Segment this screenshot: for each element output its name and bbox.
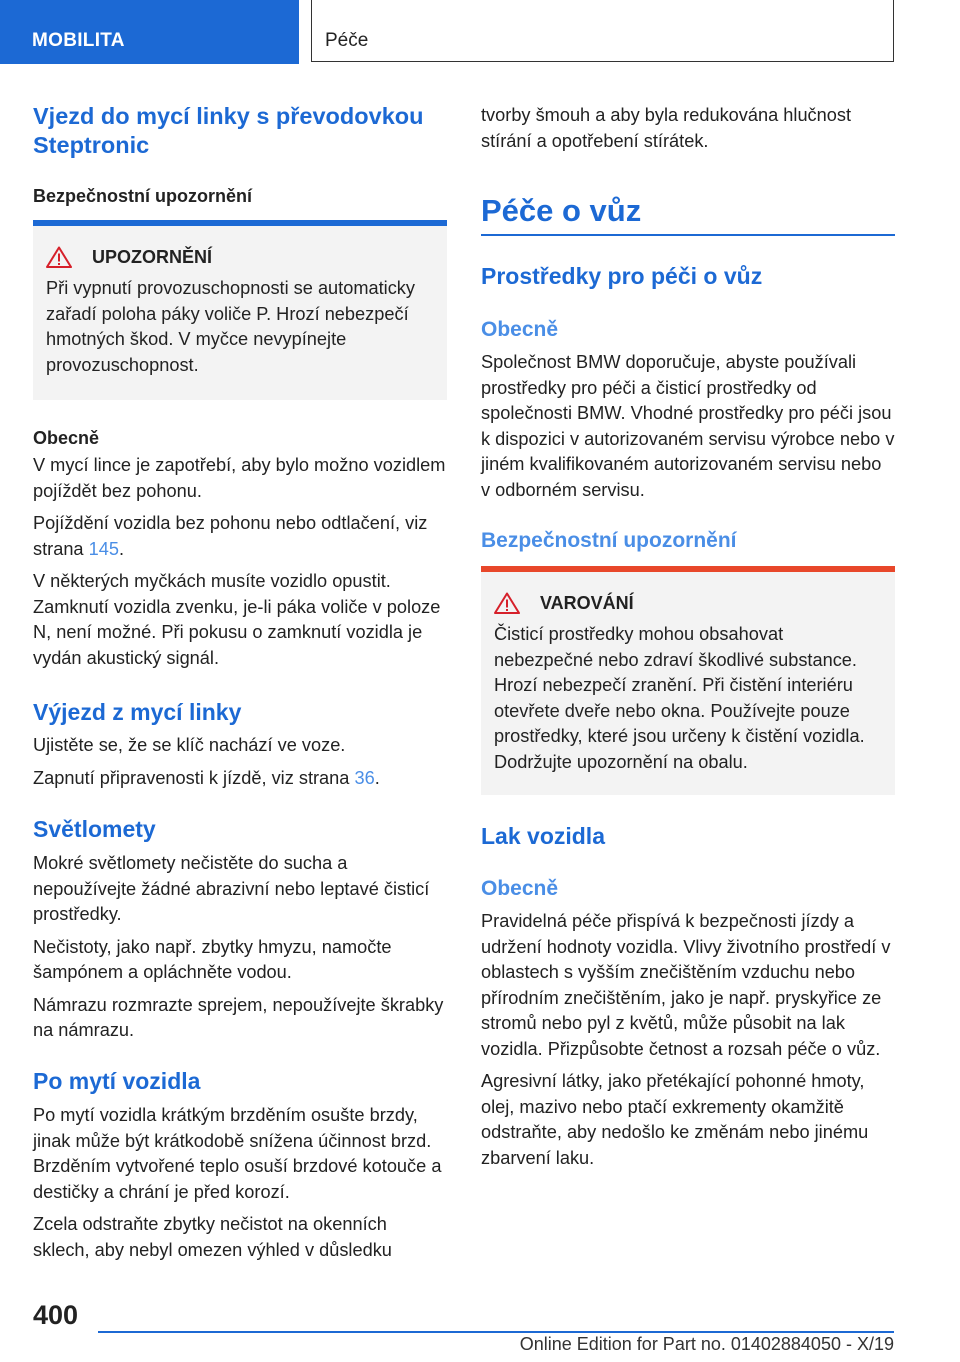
paragraph-text: Pojíždění vozidla bez pohonu nebo odtlačení, viz strana <box>33 513 428 559</box>
after-wash-title: Po mytí vozidla <box>33 1068 201 1094</box>
page-link-145[interactable]: 145 <box>88 538 119 559</box>
title-rule <box>481 234 895 236</box>
warning-title <box>494 592 882 614</box>
safety-heading-right: Bezpečnostní upozornění <box>481 529 737 552</box>
chapter-label: Péče <box>325 30 369 51</box>
paragraph: Nečistoty, jako např. zbytky hmyzu, namočte šampónem a opláchněte vodou. <box>33 936 392 982</box>
right-body-0 <box>481 103 895 154</box>
footer-edition: Online Edition for Part no. 01402884050 - X/19 <box>519 1334 894 1354</box>
paragraph: V mycí lince je zapotřebí, aby bylo možno vozidlem pojíždět bez pohonu. <box>33 455 446 501</box>
general-heading-right-1: Obecně <box>481 318 559 341</box>
safety-heading-left: Bezpečnostní upozornění <box>33 186 253 206</box>
warning-box <box>481 566 895 795</box>
footer-rule <box>98 1331 894 1333</box>
right-body-1 <box>481 350 895 503</box>
warning-triangle-icon <box>494 592 520 614</box>
paragraph: V některých myčkách musíte vozidlo opustit. Zamknutí vozidla zvenku, je-li páka voliče v poloze N, není možné. Při pokusu o zamknutí vozidla je vydán akustický signál. <box>33 571 441 668</box>
page-number: 400 <box>33 1300 79 1330</box>
caution-title <box>46 246 434 268</box>
general-heading-right-2: Obecně <box>481 877 559 900</box>
paragraph: Ujistěte se, že se klíč nachází ve voze. <box>33 735 346 755</box>
paragraph: Společnost BMW doporučuje, abyste používali prostředky pro péči a čisticí prostředky od společnosti BMW. Vhodné prostředky pro péči jsou k dispozici v autorizovaném servisu výrobce nebo v jiném kvalifikovaném autorizovaném servisu nebo v odborném servisu. <box>481 352 895 500</box>
left-body-4 <box>33 1103 447 1263</box>
left-body-3 <box>33 851 447 1044</box>
left-body-1 <box>33 453 447 671</box>
paint-title: Lak vozidla <box>481 823 605 849</box>
paragraph-with-link <box>33 766 447 792</box>
paragraph: Pravidelná péče přispívá k bezpečnosti jízdy a udržení hodnoty vozidla. Vlivy životního prostředí v oblastech s vyšším znečištěním vzduchu nebo přírodním znečištěním, jako je např. pryskyřice ze stromů nebo pyl z květů, může působit na lak vozidla. Přizpůsobte četnost a rozsah péče o vůz. <box>481 911 891 1059</box>
paragraph-continued: tvorby šmouh a aby byla redukována hlučnost stírání a opotřebení stírátek. <box>481 105 852 151</box>
paragraph-with-link <box>33 511 447 562</box>
section-tab <box>0 0 299 64</box>
warning-label: VAROVÁNÍ <box>540 592 634 613</box>
page-link-36[interactable]: 36 <box>354 767 375 788</box>
paragraph: Zcela odstraňte zbytky nečistot na okenních sklech, aby nebyl omezen výhled v důsledku <box>33 1214 392 1260</box>
exit-title: Výjezd z mycí linky <box>33 699 242 725</box>
left-body-2 <box>33 733 447 791</box>
paragraph: Námrazu rozmrazte sprejem, nepoužívejte škrabky na námrazu. <box>33 994 444 1040</box>
paragraph-text: Zapnutí připravenosti k jízdě, viz strana <box>33 767 355 788</box>
paragraph-end: . <box>118 538 125 559</box>
paragraph: Agresivní látky, jako přetékající pohonné hmoty, olej, mazivo nebo ptačí exkrementy okamžitě odstraňte, aby nedošlo ke změnám nebo jinému zbarvení laku. <box>481 1071 869 1168</box>
care-title: Péče o vůz <box>481 193 642 228</box>
caution-label: UPOZORNĚNÍ <box>92 246 213 267</box>
steptronic-title: Vjezd do mycí linky s převodovkou Steptronic <box>33 103 424 158</box>
warning-text: Čisticí prostředky mohou obsahovat nebezpečné nebo zdraví škodlivé substance. Hrozí nebezpečí zranění. Při čistění interiéru otevřete dveře nebo okna. Používejte pouze prostředky, které jsou určeny k čistění vozidla. Dodržujte upozornění na obalu. <box>494 624 865 772</box>
warning-triangle-icon <box>46 246 72 268</box>
paragraph-end: . <box>374 767 380 788</box>
products-title: Prostředky pro péči o vůz <box>481 263 763 289</box>
general-heading-left: Obecně <box>33 428 100 448</box>
caution-text: Při vypnutí provozuschopnosti se automaticky zařadí poloha páky voliče P. Hrozí nebezpečí hmotných škod. V myčce nevypínejte provozuschopnost. <box>46 278 415 375</box>
lights-title: Světlomety <box>33 816 156 842</box>
paragraph: Po mytí vozidla krátkým brzděním osušte brzdy, jinak může být krátkodobě snížena účinnost brzd. Brzděním vytvořené teplo osuší brzdové kotouče a destičky a chrání je před korozí. <box>33 1105 442 1202</box>
section-label: MOBILITA <box>32 30 125 51</box>
paragraph: Mokré světlomety nečistěte do sucha a nepoužívejte žádné abrazivní nebo leptavé čisticí prostředky. <box>33 853 430 924</box>
chapter-header <box>311 0 894 62</box>
caution-box <box>33 220 447 400</box>
right-body-2 <box>481 909 895 1171</box>
